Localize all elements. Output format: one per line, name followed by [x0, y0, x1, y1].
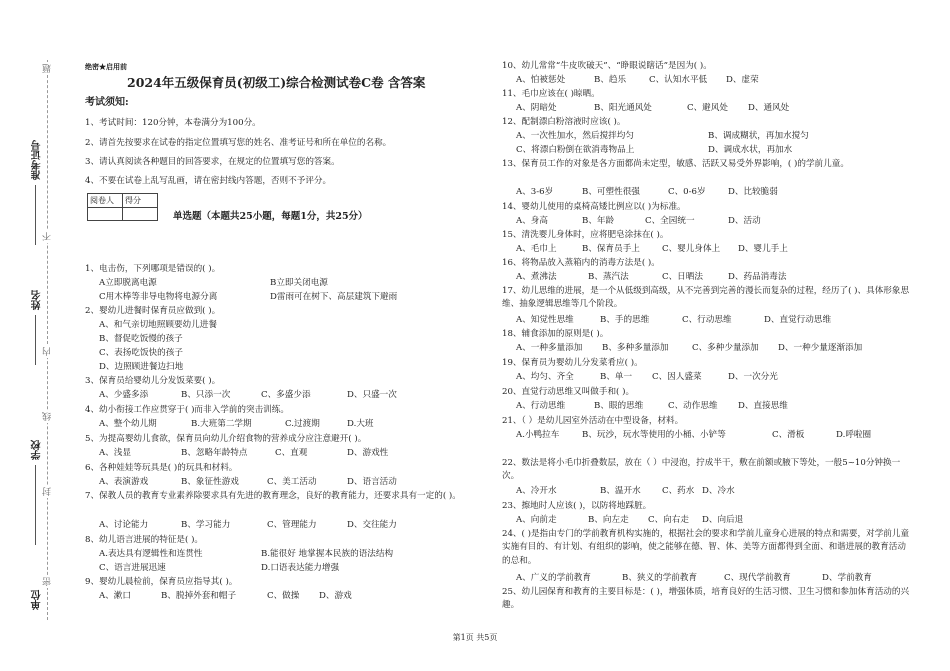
notice-heading: 考试须知:: [85, 97, 129, 108]
question: 1、电击伤，下列哪项是错误的( )。: [85, 264, 221, 274]
option: D雷雨可在树下、高层建筑下避雨: [270, 292, 398, 302]
option: C、做操: [267, 591, 300, 601]
name-label: 姓名: [32, 290, 43, 310]
score-blank: [123, 208, 158, 221]
page-title: 2024年五级保育员(初级工)综合检测试卷C卷 含答案: [127, 75, 426, 90]
option: D、学前教育: [822, 573, 872, 583]
option: A、身高: [516, 216, 548, 226]
option: B、温开水: [600, 486, 641, 496]
option: D.口语表达能力增强: [261, 563, 340, 573]
option: D、通风处: [748, 103, 790, 113]
question: 17、幼儿思维的进展，是一个从低级到高级，从不完善到完善的漫长而复杂的过程，经历了( )、具体形象思维、抽象逻辑思维等几个阶段。: [502, 286, 910, 310]
option: B.大班第二学期: [191, 419, 252, 429]
notice-item: 3、请认真阅读各种题目的回答要求，在规定的位置填写您的答案。: [85, 157, 340, 167]
option: B、蒸汽法: [588, 272, 629, 282]
option: D、一种少量逐渐添加: [778, 343, 863, 353]
option: D、只盛一次: [347, 390, 397, 400]
question: 12、配制漂白粉溶液时应该( )。: [502, 117, 626, 127]
option: B、只添一次: [181, 390, 231, 400]
question: 4、幼小衔接工作应贯穿于( )而非入学前的突击训练。: [85, 405, 289, 415]
option: D、调成水状，再加水: [708, 145, 793, 155]
secret-label: 绝密★启用前: [85, 62, 127, 71]
option: B立即关闭电源: [270, 278, 328, 288]
option: B、单一: [600, 372, 633, 382]
option: B.能很好 地掌握本民族的语法结构: [261, 549, 394, 559]
question: 9、婴幼儿晨检前，保育员应指导其( )。: [85, 577, 238, 587]
option: C、直观: [275, 448, 308, 458]
option: D、直觉行动思维: [764, 315, 832, 325]
option: A、阴暗处: [516, 103, 557, 113]
option: C、药水: [662, 486, 695, 496]
score-table: [87, 193, 158, 221]
option: B、脱掉外套和帽子: [161, 591, 237, 601]
option: A、3-6岁: [516, 187, 554, 197]
option: C、行动思维: [682, 315, 732, 325]
option: C、0-6岁: [668, 187, 706, 197]
question: 21、（ ）是幼儿园室外活动在中型设备，材料。: [502, 416, 684, 426]
option: B、玩沙，玩水等使用的小桶、小铲等: [582, 430, 726, 440]
option: D、婴儿手上: [738, 244, 788, 254]
option: C用木棒等非导电物将电源分离: [99, 292, 218, 302]
option: D、冷水: [702, 486, 735, 496]
option: A、冷开水: [516, 486, 557, 496]
school-blank: [35, 465, 36, 545]
option: A.表达具有逻辑性和连贯性: [99, 549, 203, 559]
option: C、滑板: [772, 430, 805, 440]
seal-mark: 内: [43, 347, 53, 356]
option: C、语言进展迅速: [99, 563, 166, 573]
option: C、表扬吃饭快的孩子: [99, 348, 183, 358]
question: 14、婴幼儿使用的桌椅高矮比例应以( )为标准。: [502, 202, 686, 212]
option: D、虚荣: [726, 75, 759, 85]
option: A、漱口: [99, 591, 131, 601]
option: D、语言活动: [347, 477, 397, 487]
school-label: 学校: [32, 440, 43, 460]
option: C、避风处: [687, 103, 728, 113]
question: 10、幼儿常常“牛皮吹破天”、“睁眼说瞎话”是因为( )。: [502, 61, 712, 71]
option: C、婴儿身体上: [662, 244, 721, 254]
option: C.过渡期: [285, 419, 320, 429]
option: A、一次性加水，然后搅拌均匀: [516, 131, 634, 141]
option: D、交往能力: [347, 520, 397, 530]
page-footer: 第1页 共5页: [452, 633, 498, 642]
option: C、多种少量添加: [692, 343, 759, 353]
option: D、边照顾进餐边扫地: [99, 362, 184, 372]
seal-mark: 题: [43, 64, 53, 73]
option: B、多种多量添加: [602, 343, 669, 353]
option: C、全园统一: [645, 216, 695, 226]
seal-mark: 线: [43, 412, 53, 421]
question: 15、清洗婴儿身体时，应将肥皂涂抹在( )。: [502, 230, 669, 240]
option: D.呼啦圈: [836, 430, 872, 440]
option: A、广义的学前教育: [516, 573, 591, 583]
notice-item: 1、考试时间：120分钟，本卷满分为100分。: [85, 118, 261, 128]
question: 19、保育员为婴幼儿分发菜肴应( )。: [502, 358, 643, 368]
question: 16、将物品放入蒸箱内的消毒方法是( )。: [502, 258, 660, 268]
option: A、煮沸法: [516, 272, 557, 282]
name-blank: [35, 315, 36, 365]
option: D、直接思维: [738, 401, 788, 411]
exam-id-label: 准考证号: [32, 140, 43, 180]
option: A立即脱离电源: [99, 278, 157, 288]
question: 20、直觉行动思维又叫做手和( )。: [502, 387, 635, 397]
option: A、均匀、齐全: [516, 372, 574, 382]
option: B、阳光通风处: [594, 103, 652, 113]
option: D、游戏: [319, 591, 352, 601]
option: D、游戏性: [347, 448, 389, 458]
section-heading: 单选题（本题共25小题，每题1分，共25分）: [173, 211, 368, 222]
option: A、向前走: [516, 515, 557, 525]
notice-item: 2、请首先按要求在试卷的指定位置填写您的姓名、准考证号和所在单位的名称。: [85, 138, 392, 148]
option: B、趋乐: [594, 75, 627, 85]
option: A、一种多量添加: [516, 343, 583, 353]
option: B、督促吃饭慢的孩子: [99, 334, 183, 344]
question: 7、保教人员的教育专业素养除要求具有先进的教育理念，良好的教育能力，还要求具有一定的( )。: [85, 491, 461, 501]
option: D、药品消毒法: [728, 272, 787, 282]
option: B、保育员手上: [582, 244, 640, 254]
exam-id-blank: [35, 185, 36, 245]
question: 3、保育员给婴幼儿分发饭菜要( )。: [85, 376, 221, 386]
question: 6、各种娃娃等玩具是( )的玩具和材料。: [85, 463, 238, 473]
seal-mark: 不: [43, 232, 53, 241]
option: C、现代学前教育: [724, 573, 791, 583]
option: A、行动思维: [516, 401, 566, 411]
binding-gutter: [0, 0, 70, 671]
seal-mark: 封: [43, 487, 53, 496]
option: A、整个幼儿期: [99, 419, 157, 429]
option: C、因人盛菜: [652, 372, 702, 382]
option: C、向右走: [648, 515, 689, 525]
question: 2、婴幼儿进餐时保育员应做到( )。: [85, 306, 221, 316]
option: A、毛巾上: [516, 244, 557, 254]
option: B、可塑性很强: [582, 187, 640, 197]
option: C、动作思维: [668, 401, 718, 411]
unit-label: 单位: [32, 590, 43, 610]
option: A.小鸭拉车: [516, 430, 560, 440]
option: A、怕被惩处: [516, 75, 566, 85]
question: 5、为提高婴幼儿食欲，保育员向幼儿介绍食物的营养成分应注意避开( )。: [85, 434, 367, 444]
option: C、管理能力: [267, 520, 317, 530]
option: C、日晒法: [662, 272, 703, 282]
question: 22、数法是将小毛巾折叠数层，放在（ ）中浸泡，拧成半干，敷在前额或腋下等处，一般5~10分钟换一次。: [502, 458, 901, 482]
seal-mark: 密: [43, 577, 53, 586]
question: 23、擦地时人应该( )，以防将地踩脏。: [502, 501, 652, 511]
question: 18、辅食添加的原则是( )。: [502, 329, 609, 339]
option: B、学习能力: [181, 520, 231, 530]
question: 13、保育员工作的对象是各方面都尚未定型，敏感、活跃又易受外界影响，( )的学前儿童。: [502, 159, 849, 169]
option: A、浅显: [99, 448, 131, 458]
option: B、象征性游戏: [181, 477, 239, 487]
option: A、表演游戏: [99, 477, 149, 487]
option: D.大班: [347, 419, 374, 429]
option: B、年龄: [582, 216, 615, 226]
option: D、活动: [728, 216, 761, 226]
option: B、向左走: [588, 515, 629, 525]
score-cell: 得分: [123, 194, 158, 208]
seal-line: [47, 60, 48, 620]
option: B、手的思维: [600, 315, 650, 325]
option: C、美工活动: [267, 477, 317, 487]
option: A、和气亲切地照顾要幼儿进餐: [99, 320, 217, 330]
option: B、狭义的学前教育: [622, 573, 698, 583]
option: B、调成糊状，再加水搅匀: [708, 131, 809, 141]
option: D、比较脆弱: [728, 187, 778, 197]
option: A、知觉性思维: [516, 315, 574, 325]
question: 25、幼儿园保育和教育的主要目标是：( )，增强体质，培育良好的生活习惯、卫生习惯和参加体育活动的兴趣。: [502, 587, 910, 611]
option: B、眼的思维: [594, 401, 644, 411]
grader-blank: [88, 208, 123, 221]
option: D、向后退: [702, 515, 744, 525]
option: C、多盛少添: [261, 390, 311, 400]
option: B、忽略年龄特点: [181, 448, 248, 458]
option: D、一次分光: [728, 372, 778, 382]
question: 8、幼儿语言进展的特征是( )。: [85, 535, 204, 545]
question: 24、( )是指由专门的学前教育机构实施的，根据社会的要求和学前儿童身心进展的特点和需要，对学前儿童实施有目的、有计划、有组织的影响，使之能够在德、智、体、美等方面都得到全面、和谐进展的教育活动的总和。: [502, 529, 910, 566]
grader-cell: 阅卷人: [88, 194, 123, 208]
option: C、认知水平低: [649, 75, 708, 85]
option: A、少盛多添: [99, 390, 149, 400]
option: C、将漂白粉倒在欲消毒物品上: [516, 145, 635, 155]
option: A、讨论能力: [99, 520, 149, 530]
question: 11、毛巾应该在( )晾晒。: [502, 89, 600, 99]
notice-item: 4、不要在试卷上乱写乱画，请在密封线内答题，否则不予评分。: [85, 176, 332, 186]
